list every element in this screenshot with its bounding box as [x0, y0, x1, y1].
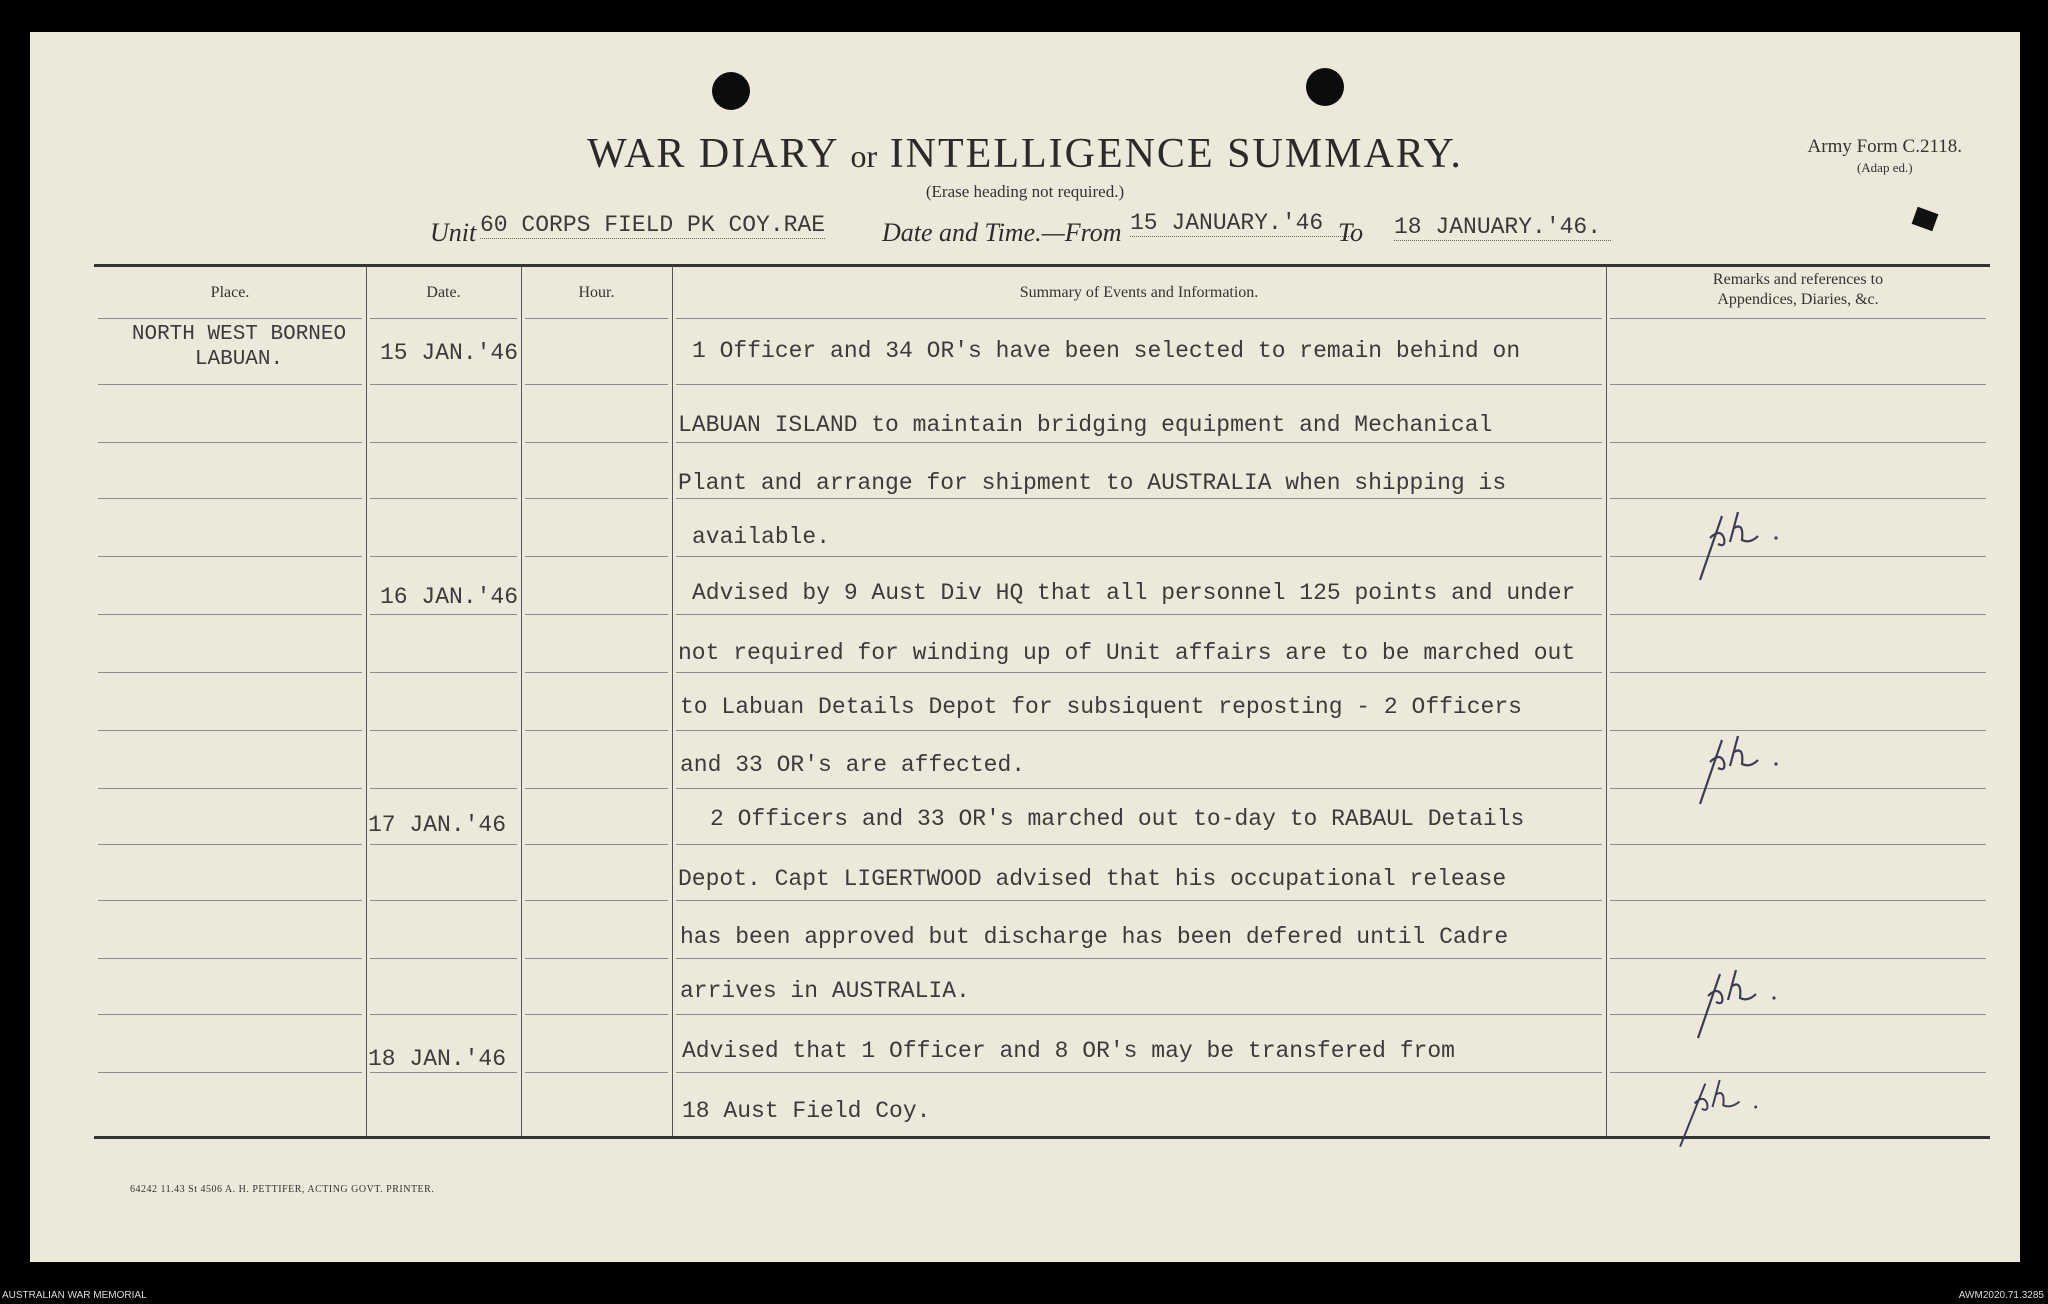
- ruled-line: [676, 900, 1602, 901]
- to-value: 18 JANUARY.'46.: [1394, 214, 1611, 241]
- ruled-line: [1610, 788, 1986, 789]
- date-entry: 16 JAN.'46: [380, 584, 519, 610]
- summary-line: available.: [692, 524, 831, 550]
- date-entry: 15 JAN.'46: [380, 340, 519, 366]
- date-entry: 17 JAN.'46: [368, 812, 507, 838]
- ruled-line: [525, 672, 668, 673]
- ruled-line: [676, 1072, 1602, 1073]
- ruled-line: [676, 958, 1602, 959]
- col-header-remarks: Remarks and references to Appendices, Diaries, &c.: [1712, 271, 1884, 308]
- unit-label: Unit: [430, 218, 477, 247]
- ruled-line: [370, 384, 517, 385]
- ruled-line: [1610, 672, 1986, 673]
- ruled-line: [1610, 442, 1986, 443]
- ruled-line: [676, 384, 1602, 385]
- place-entry: NORTH WEST BORNEO LABUAN.: [131, 323, 347, 371]
- ruled-line: [676, 614, 1602, 615]
- ruled-line: [525, 384, 668, 385]
- summary-line: has been approved but discharge has been defered until Cadre: [680, 924, 1509, 950]
- ruled-line: [98, 442, 362, 443]
- caption-right: AWM2020.71.3285: [1958, 1290, 2044, 1301]
- army-form-label: Army Form C.2118. (Adap ed.): [1807, 136, 1962, 175]
- ruled-line: [370, 958, 517, 959]
- unit-value: 60 CORPS FIELD PK COY.RAE: [480, 212, 826, 238]
- ruled-line: [1610, 844, 1986, 845]
- ruled-line: [676, 556, 1602, 557]
- page-subtitle: (Erase heading not required.): [925, 182, 1125, 201]
- summary-line: to Labuan Details Depot for subsiquent reposting - 2 Officers: [680, 694, 1522, 720]
- initials-signature: [1680, 954, 1790, 1044]
- printer-footer: 64242 11.43 St 4506 A. H. PETTIFER, ACTING GOVT. PRINTER.: [130, 1184, 435, 1195]
- col-header-summary: Summary of Events and Information.: [1019, 284, 1259, 301]
- summary-line: 1 Officer and 34 OR's have been selected to remain behind on: [692, 338, 1521, 364]
- ruled-line: [525, 844, 668, 845]
- ruled-line: [676, 498, 1602, 499]
- summary-line: 18 Aust Field Coy.: [682, 1098, 931, 1124]
- ruled-line: [98, 614, 362, 615]
- ruled-line: [676, 844, 1602, 845]
- punch-hole-left: [712, 72, 750, 110]
- ruled-line: [1610, 900, 1986, 901]
- ruled-line: [1610, 614, 1986, 615]
- ruled-line: [370, 672, 517, 673]
- ruled-line: [370, 730, 517, 731]
- ruled-line: [370, 788, 517, 789]
- ruled-line: [98, 556, 362, 557]
- ruled-line: [525, 614, 668, 615]
- date-time-label: Date and Time.—From: [882, 218, 1122, 247]
- summary-line: and 33 OR's are affected.: [680, 752, 1026, 778]
- summary-line: Advised that 1 Officer and 8 OR's may be transfered from: [682, 1038, 1455, 1064]
- to-label: To: [1338, 218, 1364, 247]
- ruled-line: [98, 900, 362, 901]
- ruled-line: [676, 442, 1602, 443]
- ruled-line: [525, 958, 668, 959]
- ruled-line: [525, 556, 668, 557]
- ruled-line: [676, 672, 1602, 673]
- ruled-line: [525, 788, 668, 789]
- col-header-place: Place.: [210, 284, 250, 301]
- ruled-line: [676, 1014, 1602, 1015]
- initials-signature: [1682, 720, 1792, 810]
- ruled-line: [525, 900, 668, 901]
- ruled-line: [370, 1014, 517, 1015]
- ruled-line: [1610, 318, 1986, 319]
- ruled-line: [676, 318, 1602, 319]
- from-value: 15 JANUARY.'46: [1130, 210, 1353, 237]
- summary-line: LABUAN ISLAND to maintain bridging equipment and Mechanical: [678, 412, 1493, 438]
- col-divider-hour: [672, 266, 673, 1136]
- ruled-line: [98, 498, 362, 499]
- summary-line: arrives in AUSTRALIA.: [680, 978, 970, 1004]
- date-entry: 18 JAN.'46: [368, 1046, 507, 1072]
- page-title: WAR DIARY or INTELLIGENCE SUMMARY.: [587, 131, 1463, 177]
- col-header-date: Date.: [426, 284, 461, 301]
- ruled-line: [1610, 556, 1986, 557]
- ruled-line: [1610, 384, 1986, 385]
- diary-page: [30, 32, 2020, 1262]
- ruled-line: [98, 318, 362, 319]
- summary-line: Depot. Capt LIGERTWOOD advised that his occupational release: [678, 866, 1507, 892]
- summary-line: Plant and arrange for shipment to AUSTRALIA when shipping is: [678, 470, 1507, 496]
- ruled-line: [98, 672, 362, 673]
- ruled-line: [98, 788, 362, 789]
- ruled-line: [370, 900, 517, 901]
- ruled-line: [370, 556, 517, 557]
- caption-left: AUSTRALIAN WAR MEMORIAL: [2, 1290, 147, 1301]
- corner-tear-mark: [1912, 207, 1939, 231]
- ruled-line: [525, 730, 668, 731]
- ruled-line: [676, 788, 1602, 789]
- initials-signature: [1662, 1062, 1772, 1152]
- initials-signature: [1680, 498, 1790, 588]
- ruled-line: [98, 1014, 362, 1015]
- ruled-line: [98, 958, 362, 959]
- summary-line: 2 Officers and 33 OR's marched out to-day to RABAUL Details: [710, 806, 1525, 832]
- ruled-line: [98, 384, 362, 385]
- col-divider-summary: [1606, 266, 1607, 1136]
- ruled-line: [525, 1014, 668, 1015]
- punch-hole-right: [1306, 68, 1344, 106]
- ruled-line: [525, 498, 668, 499]
- ruled-line: [1610, 498, 1986, 499]
- ruled-line: [1610, 958, 1986, 959]
- ruled-line: [98, 844, 362, 845]
- ruled-line: [98, 1072, 362, 1073]
- ruled-line: [370, 1072, 517, 1073]
- summary-line: not required for winding up of Unit affairs are to be marched out: [678, 640, 1576, 666]
- col-divider-date: [521, 266, 522, 1136]
- col-divider-place: [366, 266, 367, 1136]
- ruled-line: [1610, 730, 1986, 731]
- summary-line: Advised by 9 Aust Div HQ that all personnel 125 points and under: [692, 580, 1576, 606]
- ruled-line: [525, 442, 668, 443]
- table-top-rule: [94, 264, 1990, 267]
- ruled-line: [525, 318, 668, 319]
- ruled-line: [370, 614, 517, 615]
- unit-date-line: [430, 210, 1670, 250]
- ruled-line: [370, 318, 517, 319]
- ruled-line: [370, 442, 517, 443]
- ruled-line: [525, 1072, 668, 1073]
- ruled-line: [98, 730, 362, 731]
- col-header-hour: Hour.: [578, 284, 615, 301]
- ruled-line: [676, 730, 1602, 731]
- ruled-line: [370, 844, 517, 845]
- ruled-line: [370, 498, 517, 499]
- ruled-line: [1610, 1014, 1986, 1015]
